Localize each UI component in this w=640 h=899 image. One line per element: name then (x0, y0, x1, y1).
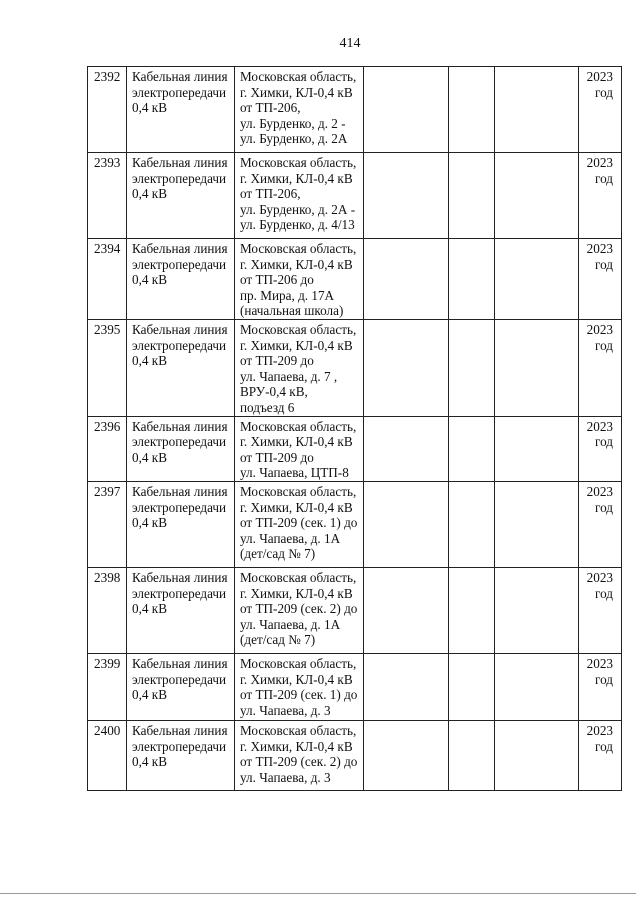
empty-cell-6 (495, 720, 579, 790)
address-cell: Московская область, г. Химки, КЛ-0,4 кВ от ТП-209 до ул. Чапаева, д. 7 , ВРУ-0,4 кВ, подъезд 6 (235, 319, 364, 416)
address-cell: Московская область, г. Химки, КЛ-0,4 кВ от ТП-209 (сек. 1) до ул. Чапаева, д. 1А (дет/сад № 7) (235, 481, 364, 567)
table-row (88, 567, 622, 653)
empty-cell-6 (495, 239, 579, 320)
row-number-cell: 2392 (88, 67, 127, 153)
address-cell: Московская область, г. Химки, КЛ-0,4 кВ от ТП-209 (сек. 2) до ул. Чапаева, д. 1А (дет/сад № 7) (235, 567, 364, 653)
year-cell: 2023 год (579, 153, 622, 239)
object-name-cell: Кабельная линия электропередачи 0,4 кВ (127, 153, 235, 239)
page-number: 414 (339, 36, 361, 51)
table-row (88, 416, 622, 481)
empty-cell-5 (449, 481, 495, 567)
empty-cell-5 (449, 653, 495, 720)
year-cell: 2023 год (579, 319, 622, 416)
empty-cell-4 (364, 567, 449, 653)
empty-cell-5 (449, 239, 495, 320)
table-row (88, 153, 622, 239)
empty-cell-5 (449, 153, 495, 239)
object-name-cell: Кабельная линия электропередачи 0,4 кВ (127, 239, 235, 320)
table-row (88, 319, 622, 416)
empty-cell-4 (364, 67, 449, 153)
row-number-cell: 2394 (88, 239, 127, 320)
table-row (88, 239, 622, 320)
year-cell: 2023 год (579, 481, 622, 567)
empty-cell-4 (364, 319, 449, 416)
year-cell: 2023 год (579, 567, 622, 653)
row-number-cell: 2393 (88, 153, 127, 239)
object-name-cell: Кабельная линия электропередачи 0,4 кВ (127, 67, 235, 153)
table-row (88, 720, 622, 790)
address-cell: Московская область, г. Химки, КЛ-0,4 кВ от ТП-206, ул. Бурденко, д. 2 - ул. Бурденко, д. 2А (235, 67, 364, 153)
page-bottom-edge (0, 893, 636, 894)
table-row (88, 481, 622, 567)
empty-cell-5 (449, 720, 495, 790)
row-number-cell: 2398 (88, 567, 127, 653)
empty-cell-4 (364, 720, 449, 790)
row-number-cell: 2400 (88, 720, 127, 790)
empty-cell-4 (364, 416, 449, 481)
address-cell: Московская область, г. Химки, КЛ-0,4 кВ от ТП-209 (сек. 2) до ул. Чапаева, д. 3 (235, 720, 364, 790)
empty-cell-4 (364, 153, 449, 239)
row-number-cell: 2396 (88, 416, 127, 481)
empty-cell-5 (449, 416, 495, 481)
object-name-cell: Кабельная линия электропередачи 0,4 кВ (127, 319, 235, 416)
year-cell: 2023 год (579, 416, 622, 481)
empty-cell-5 (449, 567, 495, 653)
empty-cell-6 (495, 153, 579, 239)
row-number-cell: 2399 (88, 653, 127, 720)
address-cell: Московская область, г. Химки, КЛ-0,4 кВ от ТП-206, ул. Бурденко, д. 2А - ул. Бурденко, д. 4/13 (235, 153, 364, 239)
object-name-cell: Кабельная линия электропередачи 0,4 кВ (127, 481, 235, 567)
empty-cell-6 (495, 67, 579, 153)
year-cell: 2023 год (579, 239, 622, 320)
object-name-cell: Кабельная линия электропередачи 0,4 кВ (127, 416, 235, 481)
year-cell: 2023 год (579, 653, 622, 720)
empty-cell-6 (495, 416, 579, 481)
registry-table-body (88, 67, 622, 791)
empty-cell-5 (449, 319, 495, 416)
year-cell: 2023 год (579, 720, 622, 790)
empty-cell-4 (364, 239, 449, 320)
table-row (88, 653, 622, 720)
year-cell: 2023 год (579, 67, 622, 153)
empty-cell-6 (495, 319, 579, 416)
row-number-cell: 2397 (88, 481, 127, 567)
empty-cell-6 (495, 481, 579, 567)
address-cell: Московская область, г. Химки, КЛ-0,4 кВ от ТП-209 до ул. Чапаева, ЦТП-8 (235, 416, 364, 481)
registry-table (87, 66, 622, 791)
object-name-cell: Кабельная линия электропередачи 0,4 кВ (127, 567, 235, 653)
row-number-cell: 2395 (88, 319, 127, 416)
object-name-cell: Кабельная линия электропередачи 0,4 кВ (127, 720, 235, 790)
table-row (88, 67, 622, 153)
empty-cell-6 (495, 653, 579, 720)
object-name-cell: Кабельная линия электропередачи 0,4 кВ (127, 653, 235, 720)
address-cell: Московская область, г. Химки, КЛ-0,4 кВ от ТП-206 до пр. Мира, д. 17А (начальная школа) (235, 239, 364, 320)
empty-cell-6 (495, 567, 579, 653)
empty-cell-4 (364, 481, 449, 567)
empty-cell-4 (364, 653, 449, 720)
address-cell: Московская область, г. Химки, КЛ-0,4 кВ от ТП-209 (сек. 1) до ул. Чапаева, д. 3 (235, 653, 364, 720)
empty-cell-5 (449, 67, 495, 153)
